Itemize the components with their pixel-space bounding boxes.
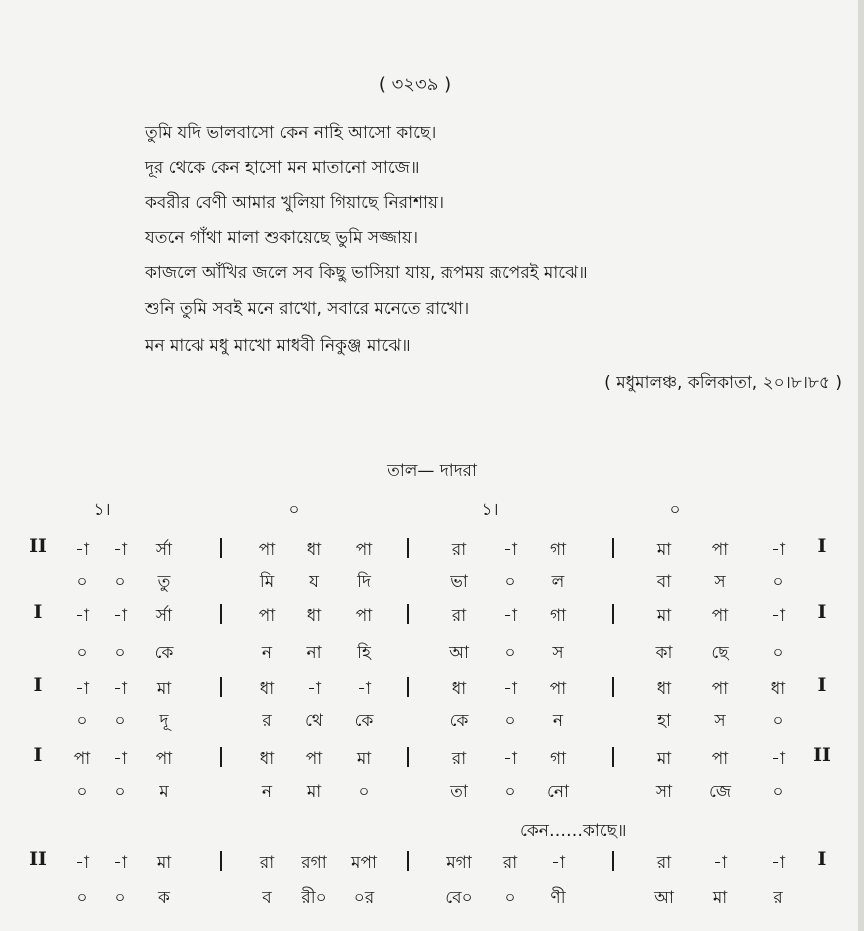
swara-note: -া: [75, 853, 89, 873]
start-barline: I: [33, 601, 43, 623]
beat-divider: [612, 747, 614, 767]
swara-note: -া: [503, 679, 517, 699]
lyric-syllable: ক: [158, 888, 170, 908]
swara-note: রা: [656, 853, 672, 873]
swara-note: -া: [113, 606, 127, 626]
start-barline: II: [29, 848, 47, 870]
beat-divider: [220, 851, 222, 871]
lyric-line: যতনে গাঁথা মালা শুকায়েছে ভুমি সজ্জায়।: [145, 228, 419, 248]
lyric-syllable: জে: [708, 782, 732, 802]
lyric-syllable: বে০: [445, 888, 473, 908]
swara-note: -া: [113, 679, 127, 699]
lyric-syllable: ভা: [450, 572, 468, 592]
lyric-line: কাজলে আঁখির জলে সব কিছু ভাসিয়া যায়, রূপময় রূপেরই মাঝে॥: [145, 263, 588, 283]
lyric-syllable: ০: [772, 782, 784, 802]
song-number: ( ৩২৩৯ ): [378, 74, 452, 95]
beat-divider: [407, 538, 409, 558]
lyric-syllable: ০: [504, 888, 516, 908]
swara-note: -া: [503, 749, 517, 769]
swara-note: ধা: [451, 679, 467, 699]
swara-note: রা: [451, 749, 467, 769]
swara-note: -া: [75, 606, 89, 626]
swara-note: পা: [355, 606, 373, 626]
lyric-syllable: ০: [76, 711, 88, 731]
swara-note: ধা: [259, 749, 275, 769]
swara-note: ধা: [770, 679, 786, 699]
beat-mark: ১।: [481, 500, 499, 520]
swara-note: গা: [549, 749, 567, 769]
swara-note: পা: [258, 606, 276, 626]
lyric-syllable: ব: [262, 888, 272, 908]
lyric-syllable: ০: [114, 711, 126, 731]
beat-divider: [220, 538, 222, 558]
lyric-syllable: ০: [76, 643, 88, 663]
swara-note: ধা: [656, 679, 672, 699]
swara-note: রগা: [301, 853, 327, 873]
lyric-line: মন মাঝে মধু মাখো মাধবী নিকুঞ্জ মাঝে॥: [145, 336, 411, 356]
lyric-syllable: ০: [114, 888, 126, 908]
swara-note: -া: [357, 679, 371, 699]
lyric-syllable: স: [714, 572, 726, 592]
swara-note: মা: [156, 853, 172, 873]
swara-note: পা: [305, 749, 323, 769]
lyric-syllable: ০: [772, 572, 784, 592]
lyric-syllable: তু: [157, 572, 171, 592]
swara-note: গা: [549, 540, 567, 560]
beat-divider: [407, 677, 409, 697]
beat-mark: ১।: [93, 500, 111, 520]
lyric-syllable: হি: [357, 643, 371, 663]
swara-note: ধা: [259, 679, 275, 699]
lyric-syllable: ০: [114, 572, 126, 592]
beat-divider: [612, 851, 614, 871]
swara-note: মা: [156, 679, 172, 699]
lyric-syllable: ন: [261, 643, 273, 663]
beat-mark: ০: [288, 500, 300, 520]
lyric-syllable: কে: [354, 711, 374, 731]
lyric-syllable: সা: [655, 782, 673, 802]
swara-note: র্সা: [155, 540, 173, 560]
lyric-syllable: ০: [76, 782, 88, 802]
swara-note: -া: [503, 606, 517, 626]
lyric-syllable: ন: [261, 782, 273, 802]
beat-mark: ০: [669, 500, 681, 520]
swara-note: -া: [307, 679, 321, 699]
lyric-syllable: র: [773, 888, 783, 908]
lyric-syllable: আ: [449, 643, 469, 663]
lyric-line: কবরীর বেণী আমার খুলিয়া গিয়াছে নিরাশায়।: [145, 193, 445, 213]
swara-note: পা: [355, 540, 373, 560]
end-barline: I: [817, 674, 827, 696]
swara-note: পা: [711, 606, 729, 626]
swara-note: -া: [551, 853, 565, 873]
lyric-syllable: মি: [259, 572, 275, 592]
lyric-syllable: নো: [547, 782, 569, 802]
swara-note: ধা: [306, 606, 322, 626]
swara-note: -া: [75, 679, 89, 699]
swara-note: রা: [259, 853, 275, 873]
lyric-syllable: থে: [305, 711, 323, 731]
swara-note: -া: [771, 749, 785, 769]
start-barline: I: [33, 674, 43, 696]
lyric-syllable: ০: [504, 782, 516, 802]
beat-divider: [220, 677, 222, 697]
lyric-syllable: ণী: [550, 888, 566, 908]
swara-note: মগা: [446, 853, 472, 873]
swara-note: -া: [75, 540, 89, 560]
refrain-cue: কেন……কাছে॥: [520, 821, 627, 841]
swara-note: -া: [771, 853, 785, 873]
lyric-syllable: দি: [357, 572, 371, 592]
lyric-syllable: স: [552, 643, 564, 663]
lyric-syllable: ০: [114, 782, 126, 802]
lyric-syllable: না: [306, 643, 322, 663]
end-barline: I: [817, 848, 827, 870]
lyric-syllable: ০: [76, 572, 88, 592]
lyric-syllable: কা: [655, 643, 673, 663]
lyric-syllable: ছে: [711, 643, 729, 663]
lyric-syllable: ০: [358, 782, 370, 802]
beat-divider: [612, 538, 614, 558]
lyric-syllable: ০: [504, 711, 516, 731]
beat-divider: [220, 604, 222, 624]
lyric-syllable: বা: [656, 572, 672, 592]
lyric-syllable: ০র: [353, 888, 375, 908]
lyric-line: দূর থেকে কেন হাসো মন মাতানো সাজে॥: [145, 158, 420, 178]
lyric-syllable: স: [714, 711, 726, 731]
swara-note: পা: [549, 679, 567, 699]
lyric-syllable: হা: [657, 711, 671, 731]
swara-note: মা: [656, 540, 672, 560]
start-barline: II: [29, 535, 47, 557]
end-barline: I: [817, 535, 827, 557]
lyric-syllable: কে: [154, 643, 174, 663]
lyric-syllable: মা: [306, 782, 322, 802]
beat-divider: [220, 747, 222, 767]
lyric-syllable: রী০: [301, 888, 327, 908]
swara-note: পা: [73, 749, 91, 769]
swara-note: পা: [711, 679, 729, 699]
swara-note: -া: [771, 540, 785, 560]
swara-note: রা: [502, 853, 518, 873]
swara-note: পা: [711, 749, 729, 769]
lyric-syllable: তা: [450, 782, 468, 802]
beat-divider: [612, 604, 614, 624]
lyric-syllable: মা: [712, 888, 728, 908]
lyric-syllable: ০: [114, 643, 126, 663]
swara-note: -া: [771, 606, 785, 626]
swara-note: ধা: [306, 540, 322, 560]
lyric-syllable: ম: [159, 782, 169, 802]
beat-divider: [407, 747, 409, 767]
end-barline: I: [817, 601, 827, 623]
swara-note: রা: [451, 606, 467, 626]
swara-note: পা: [258, 540, 276, 560]
lyric-syllable: আ: [654, 888, 674, 908]
swara-note: মা: [356, 749, 372, 769]
swara-note: র্সা: [155, 606, 173, 626]
beat-divider: [407, 604, 409, 624]
lyric-syllable: দূ: [159, 711, 169, 731]
source-citation: ( মধুমালঞ্চ, কলিকাতা, ২০।৮।৮৫ ): [604, 373, 842, 393]
swara-note: -া: [113, 853, 127, 873]
tal-heading: তাল— দাদরা: [387, 461, 477, 481]
lyric-syllable: ০: [772, 711, 784, 731]
swara-note: -া: [113, 540, 127, 560]
swara-note: রা: [451, 540, 467, 560]
lyric-syllable: র: [262, 711, 272, 731]
swara-note: -া: [113, 749, 127, 769]
swara-note: পা: [711, 540, 729, 560]
swara-note: -া: [713, 853, 727, 873]
end-barline: II: [813, 744, 831, 766]
lyric-line: তুমি যদি ভালবাসো কেন নাহি আসো কাছে।: [145, 123, 437, 143]
swara-note: মপা: [351, 853, 377, 873]
swara-note: পা: [155, 749, 173, 769]
lyric-syllable: ন: [552, 711, 564, 731]
lyric-syllable: ০: [504, 643, 516, 663]
beat-divider: [612, 677, 614, 697]
beat-divider: [407, 851, 409, 871]
start-barline: I: [33, 744, 43, 766]
lyric-line: শুনি তুমি সবই মনে রাখো, সবারে মনেতে রাখো।: [145, 299, 470, 319]
lyric-syllable: ০: [504, 572, 516, 592]
lyric-syllable: ০: [772, 643, 784, 663]
swara-note: মা: [656, 606, 672, 626]
lyric-syllable: ০: [76, 888, 88, 908]
swara-note: -া: [503, 540, 517, 560]
lyric-syllable: ল: [551, 572, 565, 592]
lyric-syllable: কে: [449, 711, 469, 731]
swara-note: গা: [549, 606, 567, 626]
swara-note: মা: [656, 749, 672, 769]
lyric-syllable: য: [309, 572, 319, 592]
